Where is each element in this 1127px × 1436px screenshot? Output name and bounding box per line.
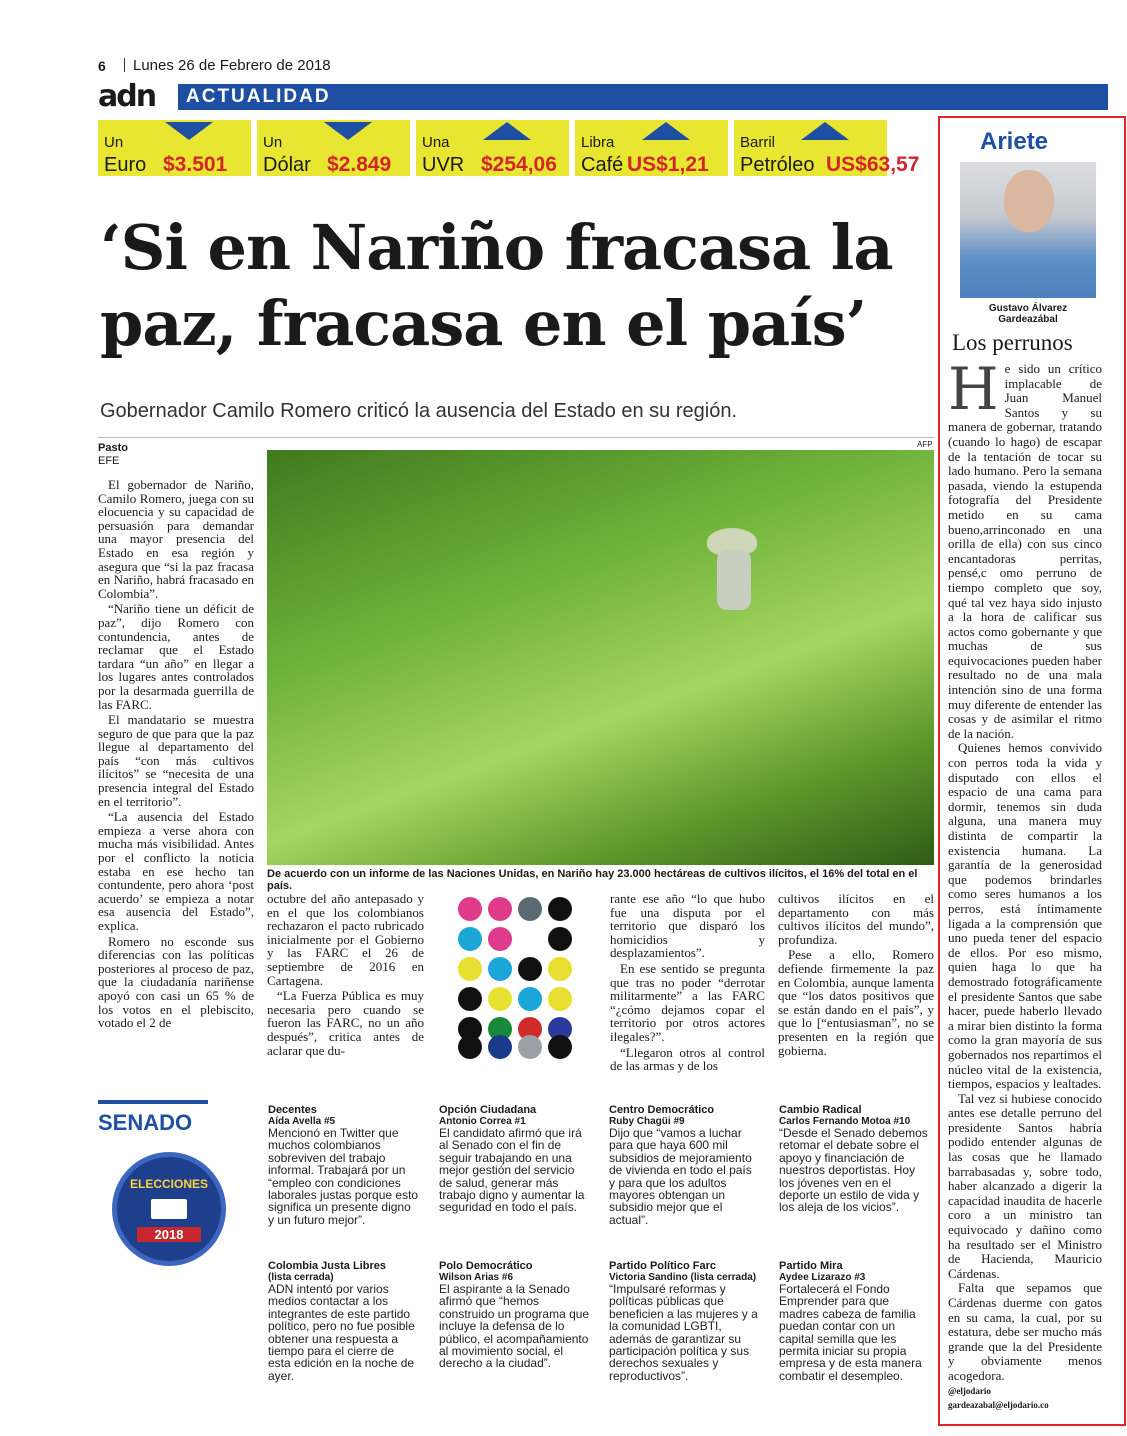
ticker-1 (98, 120, 251, 176)
candidate-name: Aydee Lizarazo #3 (779, 1272, 866, 1283)
ticker-label: Un (263, 134, 283, 151)
color-swatch (488, 897, 512, 921)
color-swatch (458, 927, 482, 951)
ticker-item: Euro (104, 154, 147, 176)
candidate-statement: ADN intentó por varios medios contactar a los integrantes de este partido político, pero no fue posible obtener una respuesta a tiempo para el cierre de esta edición en la noche de ayer. (268, 1282, 415, 1383)
ticker-value: $2.849 (327, 153, 392, 176)
candidate-statement: “Impulsaré reformas y políticas públicas que beneficien a las mujeres y a la comunidad LGBTI, además de garantizar su participación política y sus derechos sexuales y reproductivos”. (609, 1282, 758, 1383)
article-column-2 (267, 892, 424, 1059)
arrow-up-icon (642, 122, 690, 140)
paragraph: Tal vez si hubiese conocido antes ese detalle perruno del presidente Santos habría podido entender algunas de las cosas que he llamado barrabasadas y, sobre todo, haber alcanzado a digerir la capacidad inaudita de hacerle coro a un ministro tan equivocado y dañino como ha resultado ser el Ministro de Hacienda, Mauricio Cárdenas. (948, 1090, 1102, 1281)
candidate-statement: “Desde el Senado debemos retomar el debate sobre el apoyo y financiación de nuestros deportistas. Hoy los jóvenes ven en el deporte un estilo de vida y los aleja de los vicios”. (779, 1126, 928, 1215)
opinion-column (948, 355, 1102, 1413)
color-swatch (458, 957, 482, 981)
color-swatch (488, 987, 512, 1011)
badge-label: ELECCIONES (129, 1177, 208, 1191)
party-name: Partido Político Farc (609, 1260, 716, 1272)
party-name: Decentes (268, 1104, 317, 1116)
dateline: Pasto (98, 442, 128, 454)
photo-credit: AFP (917, 440, 933, 449)
page-number: 6 (98, 58, 106, 74)
ticker-label: Un (104, 134, 124, 151)
paragraph: “La Fuerza Pública es muy necesaria pero cuando se fueron las FARC, no un año después”, critica antes de aclarar que du- (267, 988, 424, 1058)
color-swatch (458, 987, 482, 1011)
candidate-name: Carlos Fernando Motoa #10 (779, 1116, 911, 1127)
candidate-card (439, 1104, 591, 1214)
agency: EFE (98, 455, 120, 467)
candidate-statement: Mencionó en Twitter que muchos colombianos sobreviven del trabajo informal. Trabajará por un “empleo con condiciones laborales justas porque esto significa un presente digno y un futuro mejor”. (268, 1126, 419, 1227)
paragraph: El mandatario se muestra seguro de que para que la paz llegue al departamento del país “con más cultivos ilícitos” se “necesita de una presencia integral del Estado en el territorio”. (98, 712, 254, 809)
ticker-4 (575, 120, 728, 176)
candidate-name: Antonio Correa #1 (439, 1116, 526, 1127)
color-swatch (458, 1035, 482, 1059)
ticker-item: Café (581, 154, 624, 176)
elections-badge (112, 1152, 226, 1266)
color-swatch (548, 957, 572, 981)
subheadline: Gobernador Camilo Romero criticó la ausencia del Estado en su región. (100, 400, 738, 422)
paragraph: Romero no esconde sus diferencias con las políticas posteriores al proceso de paz, que la ciudadanía nariñense apoyó con casi un 65 % de los votos en el plebiscito, votado el 2 de (98, 933, 254, 1031)
arrow-down-icon (324, 122, 372, 140)
color-swatch (488, 1035, 512, 1059)
paragraph: cultivos ilícitos en el departamento con más cultivos ilícitos del mundo”, profundiza. (778, 891, 934, 947)
ticker-value: US$1,21 (627, 153, 709, 176)
candidate-card (268, 1104, 420, 1226)
paragraph: Falta que sepamos que Cárdenas duerme con gatos en su cama, la cual, por su estatura, debe ser mucho más grande que la del Presidente y obviamente menos acogedora. (948, 1280, 1102, 1383)
paragraph: octubre del año antepasado y en el que los colombianos rechazaron el pacto rubricado inicialmente por el Gobierno y las FARC el 26 de septiembre de 2016 en Cartagena. (267, 891, 424, 988)
ticker-value: $3.501 (163, 153, 228, 176)
candidate-card (268, 1260, 420, 1382)
candidate-card (439, 1260, 591, 1370)
senado-title: SENADO (98, 1110, 193, 1135)
paragraph: El gobernador de Nariño, Camilo Romero, juega con su elocuencia y su capacidad de persuasión para demandar una mayor presencia del Estado en esa región y asegura que “si la paz fracasa en Nariño, habrá fracasado en Colombia”. (98, 477, 254, 601)
color-swatch (518, 897, 542, 921)
candidate-card (609, 1104, 761, 1226)
farmer-figure (717, 550, 751, 610)
print-color-bar (458, 897, 576, 1059)
paragraph: “Nariño tiene un déficit de paz”, dijo Romero con contundencia, antes de reclamar que el Estado tardara “un año” en llegar a los lugares antes controlados por la desarmada guerrilla de las FARC. (98, 601, 254, 712)
candidate-name: Aída Avella #5 (268, 1116, 336, 1127)
candidate-name: Ruby Chagüi #9 (609, 1116, 685, 1127)
ticker-value: US$63,57 (826, 153, 920, 176)
party-name: Polo Democrático (439, 1260, 533, 1272)
ticker-3 (416, 120, 569, 176)
issue-date: Lunes 26 de Febrero de 2018 (133, 57, 331, 74)
ticker-label: Barril (740, 134, 776, 151)
ticker-item: UVR (422, 154, 465, 176)
color-swatch (548, 1035, 572, 1059)
article-column-3 (610, 892, 765, 1075)
candidate-name: (lista cerrada) (268, 1272, 334, 1283)
headline-line-1: ‘Si en Nariño fracasa la (100, 211, 893, 284)
party-name: Partido Mira (779, 1260, 843, 1272)
ticker-label: Libra (581, 134, 615, 151)
adn-logo: adn (98, 79, 156, 114)
color-swatch (518, 1035, 542, 1059)
badge-year: 2018 (137, 1227, 201, 1242)
headline-line-2: paz, fracasa en el país’ (100, 287, 867, 360)
author-name (960, 303, 1096, 325)
news-photo (267, 450, 934, 865)
ticker-item: Dólar (263, 154, 311, 176)
color-swatch (488, 957, 512, 981)
candidate-name: Wilson Arias #6 (439, 1272, 514, 1283)
color-swatch (518, 987, 542, 1011)
paragraph: “Llegaron otros al control de las armas y de los (610, 1044, 765, 1074)
candidate-statement: El aspirante a la Senado afirmó que “hemos construido un programa que incluye la defensa de lo público, el acompañamiento al movimiento social, el derecho a la ciudad”. (439, 1282, 590, 1371)
ticker-2 (257, 120, 410, 176)
candidate-name: Victoria Sandino (lista cerrada) (609, 1272, 757, 1283)
candidate-card (609, 1260, 761, 1382)
opinion-title: Los perrunos (952, 330, 1073, 355)
senado-rule (98, 1100, 208, 1104)
arrow-up-icon (483, 122, 531, 140)
ticker-value: $254,06 (481, 153, 557, 176)
party-name: Cambio Radical (779, 1104, 862, 1116)
candidate-statement: El candidato afirmó que irá al Senado con el fin de seguir trabajando en una mejor gestión del servicio de salud, generar más trabajo digno y aumentar la seguridad en todo el país. (439, 1126, 585, 1215)
ballot-box-icon (151, 1199, 187, 1219)
section-bar: ACTUALIDAD (178, 84, 1108, 110)
arrow-up-icon (801, 122, 849, 140)
author-name-line-1: Gustavo Álvarez (988, 303, 1068, 314)
party-name: Opción Ciudadana (439, 1104, 537, 1116)
arrow-down-icon (165, 122, 213, 140)
candidate-statement: Fortalecerá el Fondo Emprender para que madres cabeza de familia puedan contar con un capital semilla que les permita iniciar su propia empresa y de esta manera combatir el desempleo. (779, 1282, 922, 1383)
paragraph: En ese sentido se pregunta que tras no poder “derrotar militarmente” a las FARC “¿cómo dejamos copar el territorio por otros actores ilegales?”. (610, 960, 765, 1044)
ticker-item: Petróleo (740, 154, 815, 176)
color-swatch (548, 987, 572, 1011)
drop-cap: H (948, 355, 999, 423)
article-column-4 (778, 892, 934, 1059)
color-swatch (548, 897, 572, 921)
author-handle: @eljodario (948, 1385, 991, 1396)
divider (124, 58, 125, 72)
color-swatch (488, 927, 512, 951)
author-name-line-2: Gardeazábal (998, 314, 1058, 325)
party-name: Centro Democrático (609, 1104, 715, 1116)
headline (100, 210, 940, 362)
article-column-1 (98, 478, 254, 1032)
party-name: Colombia Justa Libres (268, 1260, 386, 1272)
paragraph: Pese a ello, Romero defiende firmemente la paz en Colombia, aunque lamenta que “los datos positivos que se están dando en el país”, y que lo [“entusiasman”, no se presenten en la región que gobierna. (778, 947, 934, 1058)
ariete-label: Ariete (980, 128, 1049, 155)
photo-caption: De acuerdo con un informe de las Naciones Unidas, en Nariño hay 23.000 hectáreas de cultivos ilícitos, el 16% del total en el país. (267, 868, 918, 892)
paragraph: “La ausencia del Estado empieza a verse ahora con mucha más visibilidad. Antes por el conflicto la noticia estaba en ese hecho tan contundente, pero ahora ‘post acuerdo’ se empieza a notar esa ausencia del Estado”, explica. (98, 809, 254, 933)
color-swatch (458, 897, 482, 921)
author-photo (960, 162, 1096, 298)
paragraph: rante ese año “lo que hubo fue una disputa por el territorio que disparó los homicidios y desplazamientos”. (610, 891, 765, 961)
ticker-label: Una (422, 134, 450, 151)
color-swatch (518, 957, 542, 981)
author-face (1004, 170, 1054, 232)
paragraph: Quienes hemos convivido con perros toda la vida y disputado con ellos el espacio de una cama para dormir, tenemos sin duda alguna, una manera muy distinta de compartir la existencia humana. La garantía de la generosidad que podemos brindarles como seres humanos a los perros, está íntimamente ligada a la comprensión que uno pueda tener del espacio de ellos. Por eso mismo, quien haga lo que ha demostrado fotográficamente el presidente Santos que sabe hacer, puede haberlo llevado a mirar bien distinto la forma como la gran mayoría de sus gobernados nos repartimos el núcleo vital de la existencia, tiempos, espacios y lealtades. (948, 740, 1102, 1092)
ticker-5 (734, 120, 920, 176)
color-swatch (548, 927, 572, 951)
candidate-card (779, 1260, 931, 1382)
rule (98, 437, 934, 438)
author-email: gardeazabal@eljodario.co (948, 1400, 1049, 1411)
candidate-statement: Dijo que “vamos a luchar para que haya 600 mil subsidios de mejoramiento de vivienda en todo el país y para que los adultos mayores obtengan un subsidio mejor que el actual”. (609, 1126, 752, 1227)
candidate-card (779, 1104, 931, 1214)
paragraph: e sido un crítico implacable de Juan Manuel Santos y su manera de gobernar, tratando (cuando lo hago) de escapar de la tentación de tocar su lado humano. Pero la semana pasada, viendo la estupenda fotografía del Presidente metido en su cama bueno,arrinconado en una orilla de ella) con sus cinco encantadoras perritas, pensé,c omo perruno de tiempo completo que soy, qué tal vez haya sido injusto a la hora de calificar sus actos como gobernante y que muchas de sus equivocaciones pueden haber resultado no de una mala intención sino de una forma muy diferente de entender las cosas y de asimilar el ritmo de la nación. (948, 361, 1102, 741)
